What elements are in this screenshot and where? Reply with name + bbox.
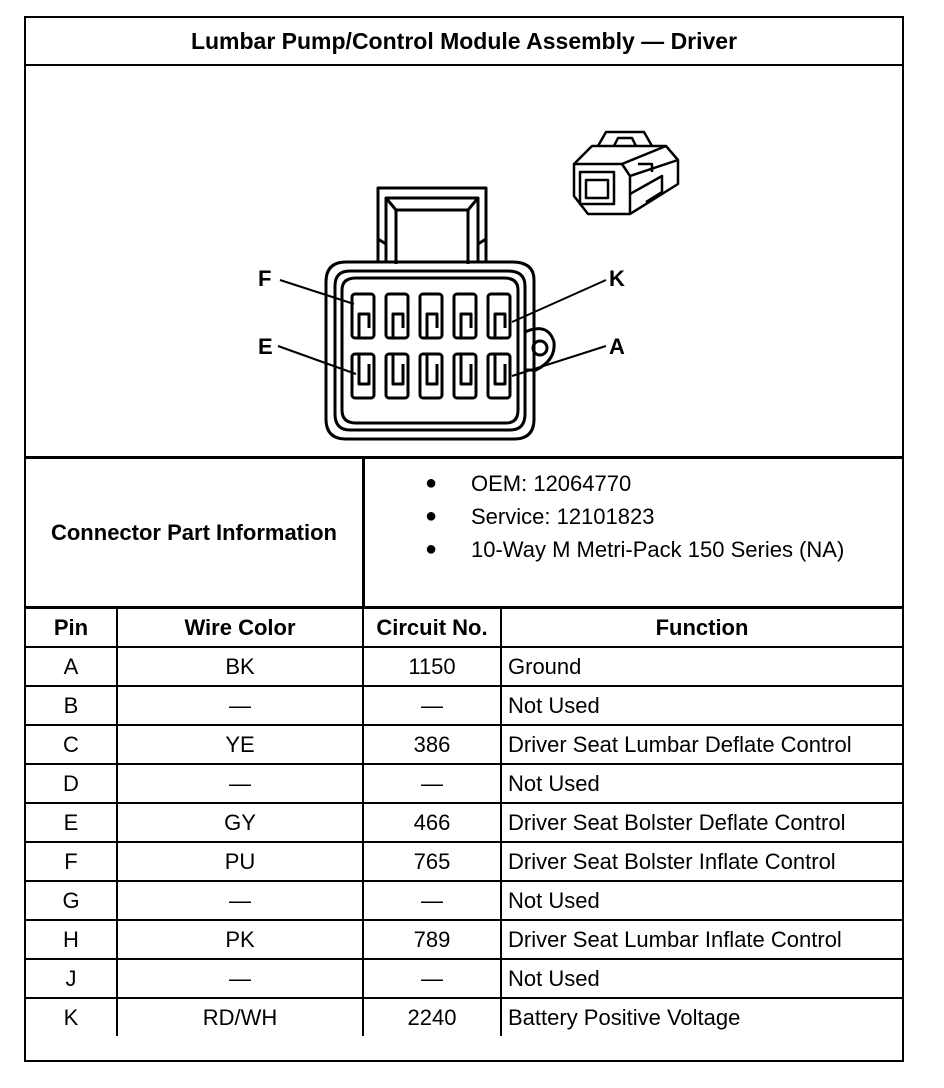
function-cell: Driver Seat Lumbar Deflate Control [501,725,902,764]
pinout-table [26,609,902,1036]
pin-cell: H [26,920,117,959]
connector-part-info-label: Connector Part Information [26,459,365,606]
table-row [26,998,902,1036]
function-cell: Not Used [501,881,902,920]
circuit-no-cell: 466 [363,803,501,842]
wire-color-cell: GY [117,803,363,842]
function-cell: Ground [501,647,902,686]
pin-label-k: K [609,266,625,291]
table-header-row [26,609,902,647]
function-cell: Driver Seat Bolster Inflate Control [501,842,902,881]
connector-part-info-list [365,467,902,566]
service-part-number: Service: 12101823 [471,504,655,529]
list-item [365,467,902,500]
pin-cell: E [26,803,117,842]
wire-color-cell: PU [117,842,363,881]
connector-figure [26,64,902,459]
header-pin: Pin [26,609,117,647]
function-cell: Not Used [501,686,902,725]
pin-label-e: E [258,334,273,359]
circuit-no-cell: — [363,959,501,998]
table-row [26,686,902,725]
connector-body [326,262,534,439]
pin-cell: G [26,881,117,920]
connector-drawing [26,64,902,456]
circuit-no-cell: 789 [363,920,501,959]
page-title: Lumbar Pump/Control Module Assembly — Driver [26,18,902,66]
cavity-row-bottom [352,354,510,398]
pin-cell: F [26,842,117,881]
circuit-no-cell: 386 [363,725,501,764]
list-item [365,500,902,533]
pin-cell: A [26,647,117,686]
circuit-no-cell: 1150 [363,647,501,686]
table-row [26,764,902,803]
table-row [26,803,902,842]
cavity-row-top [352,294,510,338]
list-item [365,533,902,566]
bullet-icon: ● [425,472,438,494]
header-circuit-no: Circuit No. [363,609,501,647]
connector-part-info [26,459,902,609]
pin-cell: B [26,686,117,725]
wire-color-cell: YE [117,725,363,764]
circuit-no-cell: — [363,764,501,803]
function-cell: Driver Seat Bolster Deflate Control [501,803,902,842]
table-row [26,725,902,764]
wire-color-cell: — [117,764,363,803]
table-row [26,881,902,920]
bullet-icon: ● [425,538,438,560]
table-row [26,920,902,959]
table-row [26,647,902,686]
wire-color-cell: BK [117,647,363,686]
connector-sheet [24,16,904,1062]
circuit-no-cell: 2240 [363,998,501,1036]
pin-cell: C [26,725,117,764]
connector-isometric-icon [574,132,678,214]
pin-label-f: F [258,266,272,291]
header-wire-color: Wire Color [117,609,363,647]
pin-cell: J [26,959,117,998]
wire-color-cell: — [117,959,363,998]
table-row [26,842,902,881]
wire-color-cell: — [117,881,363,920]
function-cell: Driver Seat Lumbar Inflate Control [501,920,902,959]
wire-color-cell: RD/WH [117,998,363,1036]
circuit-no-cell: — [363,686,501,725]
circuit-no-cell: — [363,881,501,920]
wire-color-cell: PK [117,920,363,959]
function-cell: Not Used [501,764,902,803]
function-cell: Battery Positive Voltage [501,998,902,1036]
bullet-icon: ● [425,505,438,527]
table-row [26,959,902,998]
wire-color-cell: — [117,686,363,725]
circuit-no-cell: 765 [363,842,501,881]
pin-label-a: A [609,334,625,359]
connector-series: 10-Way M Metri-Pack 150 Series (NA) [471,537,845,562]
oem-part-number: OEM: 12064770 [471,471,632,496]
header-function: Function [501,609,902,647]
function-cell: Not Used [501,959,902,998]
pin-cell: K [26,998,117,1036]
pin-cell: D [26,764,117,803]
